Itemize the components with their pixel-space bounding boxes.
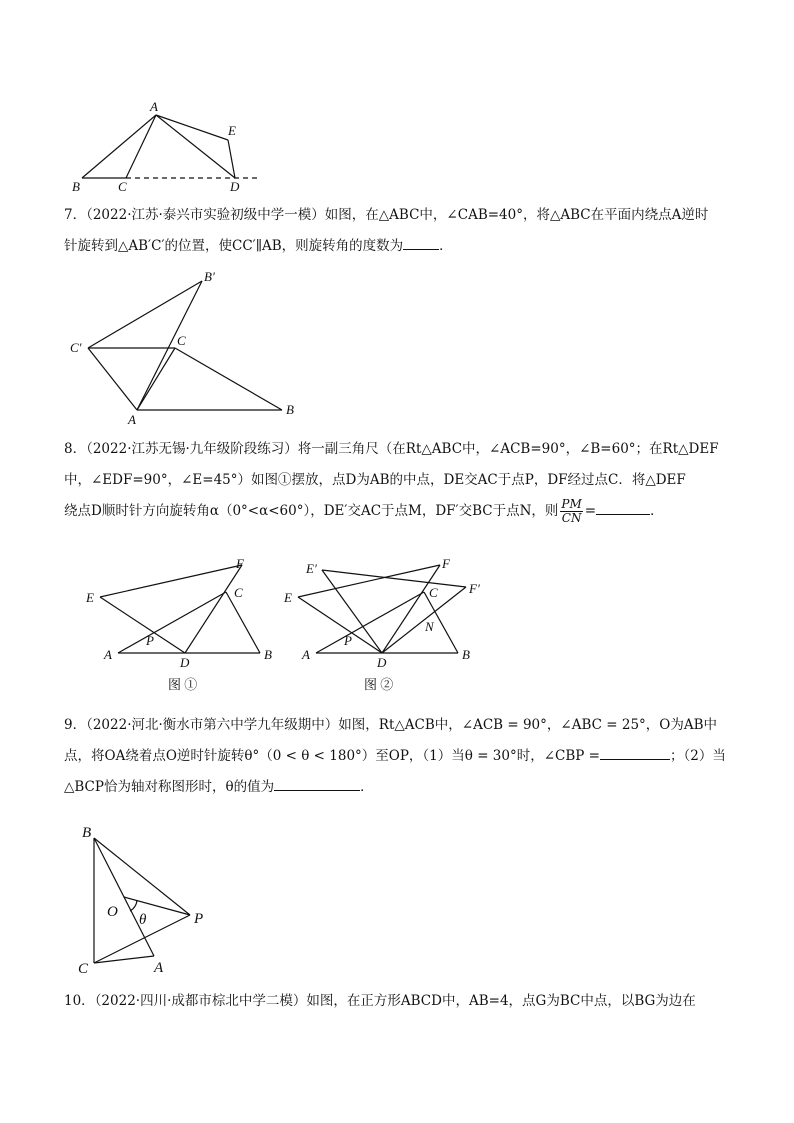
problem-9-line2b: ；（2）当 [669, 748, 726, 764]
fig6-label-a: A [150, 99, 158, 114]
figure-8-1 [80, 555, 290, 695]
fig7-label-b: B [286, 402, 294, 417]
fig8b-caption: 图 ② [364, 677, 394, 692]
problem-7 [64, 200, 734, 262]
fig8a-label-d: D [180, 655, 190, 670]
fraction-pm-cn [560, 498, 582, 525]
fraction-denominator: CN [561, 511, 582, 525]
problem-10 [64, 986, 734, 1017]
fig9-label-o: O [107, 904, 118, 920]
fig8b-label-fprime: F′ [469, 581, 480, 596]
problem-8-eq: = [584, 503, 597, 519]
fig6-label-d: D [230, 179, 240, 194]
fig7-label-a: A [128, 412, 136, 427]
fig7-label-cprime: C′ [70, 340, 82, 355]
fig8a-label-c: C [234, 585, 243, 600]
fig8b-label-c: C [429, 585, 438, 600]
fig8a-label-b: B [264, 647, 272, 662]
problem-9-line1: 如图，Rt△ACB中，∠ACB = 90°，∠ABC = 25°，O为AB中 [338, 717, 718, 733]
fig6-label-c: C [118, 179, 127, 194]
fig8a-label-a: A [104, 647, 112, 662]
fig8b-label-b: B [462, 647, 470, 662]
fig9-label-theta: θ [139, 912, 147, 928]
problem-7-number: 7． [64, 207, 87, 223]
fig7-label-c: C [177, 333, 186, 348]
problem-10-source: （2022·四川·成都市棕北中学二模） [94, 993, 307, 1009]
problem-8 [64, 434, 734, 527]
answer-blank[interactable] [596, 500, 650, 515]
figure-7 [60, 268, 310, 427]
fig8b-label-a: A [302, 647, 310, 662]
fig8a-label-f: F [236, 556, 244, 571]
problem-9-number: 9． [64, 717, 87, 733]
fig8b-label-e: E [284, 590, 292, 605]
problem-8-end: ． [650, 503, 664, 519]
problem-7-text-b: 针旋转到△AB′C′的位置，使CC′∥AB，则旋转角的度数为 [64, 238, 404, 254]
problem-9-line2a: 点，将OA绕着点O逆时针旋转θ°（0 < θ < 180°）至OP，（1）当θ = 30°时，∠CBP = [64, 748, 600, 764]
fig9-label-b: B [82, 825, 92, 841]
problem-9-line3a: △BCP恰为轴对称图形时，θ的值为 [64, 779, 275, 795]
problem-7-source: （2022·江苏·泰兴市实验初级中学一模） [86, 207, 325, 223]
figure-6 [60, 95, 280, 195]
fig8a-label-p: P [146, 633, 154, 648]
fig9-label-a: A [154, 960, 164, 976]
fig8b-label-f: F [442, 556, 450, 571]
fig9-label-c: C [78, 961, 89, 977]
problem-8-line2: 中，∠EDF=90°，∠E=45°）如图①摆放，点D为AB的中点，DE交AC于点P，DF经过点C．将△DEF [64, 472, 686, 488]
fig8a-label-e: E [86, 590, 94, 605]
fig8b-label-p: P [344, 633, 352, 648]
problem-8-number: 8． [64, 441, 87, 457]
fig9-label-p: P [194, 911, 204, 927]
problem-7-end: ． [439, 238, 453, 254]
fig8b-label-d: D [377, 655, 387, 670]
fig8b-label-n: N [425, 619, 434, 634]
problem-8-line3: 绕点D顺时针方向旋转角α（0°<α<60°），DE′交AC于点M，DF′交BC于点N，则 [64, 503, 559, 519]
figure-9 [70, 820, 230, 980]
problem-8-source: （2022·江苏无锡·九年级阶段练习） [86, 441, 298, 457]
figure-8-2 [284, 555, 502, 695]
fraction-numerator: PM [561, 497, 582, 511]
fig7-label-bprime: B′ [204, 269, 215, 284]
fig8b-label-eprime: E′ [306, 561, 317, 576]
fig6-label-b: B [72, 179, 80, 194]
answer-blank-1[interactable] [600, 745, 670, 760]
problem-9-line3b: ． [360, 779, 374, 795]
problem-8-line1: 将一副三角尺（在Rt△ABC中，∠ACB=90°，∠B=60°；在Rt△DEF [297, 441, 719, 457]
answer-blank-2[interactable] [274, 776, 360, 791]
problem-10-number: 10． [64, 993, 95, 1009]
problem-9 [64, 710, 734, 803]
problem-9-source: （2022·河北·衡水市第六中学九年级期中） [86, 717, 339, 733]
problem-7-text-a: 如图，在△ABC中，∠CAB=40°，将△ABC在平面内绕点A逆时 [324, 207, 709, 223]
answer-blank[interactable] [403, 235, 439, 250]
fig6-label-e: E [228, 123, 236, 138]
fig8a-caption: 图 ① [168, 677, 198, 692]
problem-10-text: 如图，在正方形ABCD中，AB=4，点G为BC中点，以BG为边在 [306, 993, 696, 1009]
